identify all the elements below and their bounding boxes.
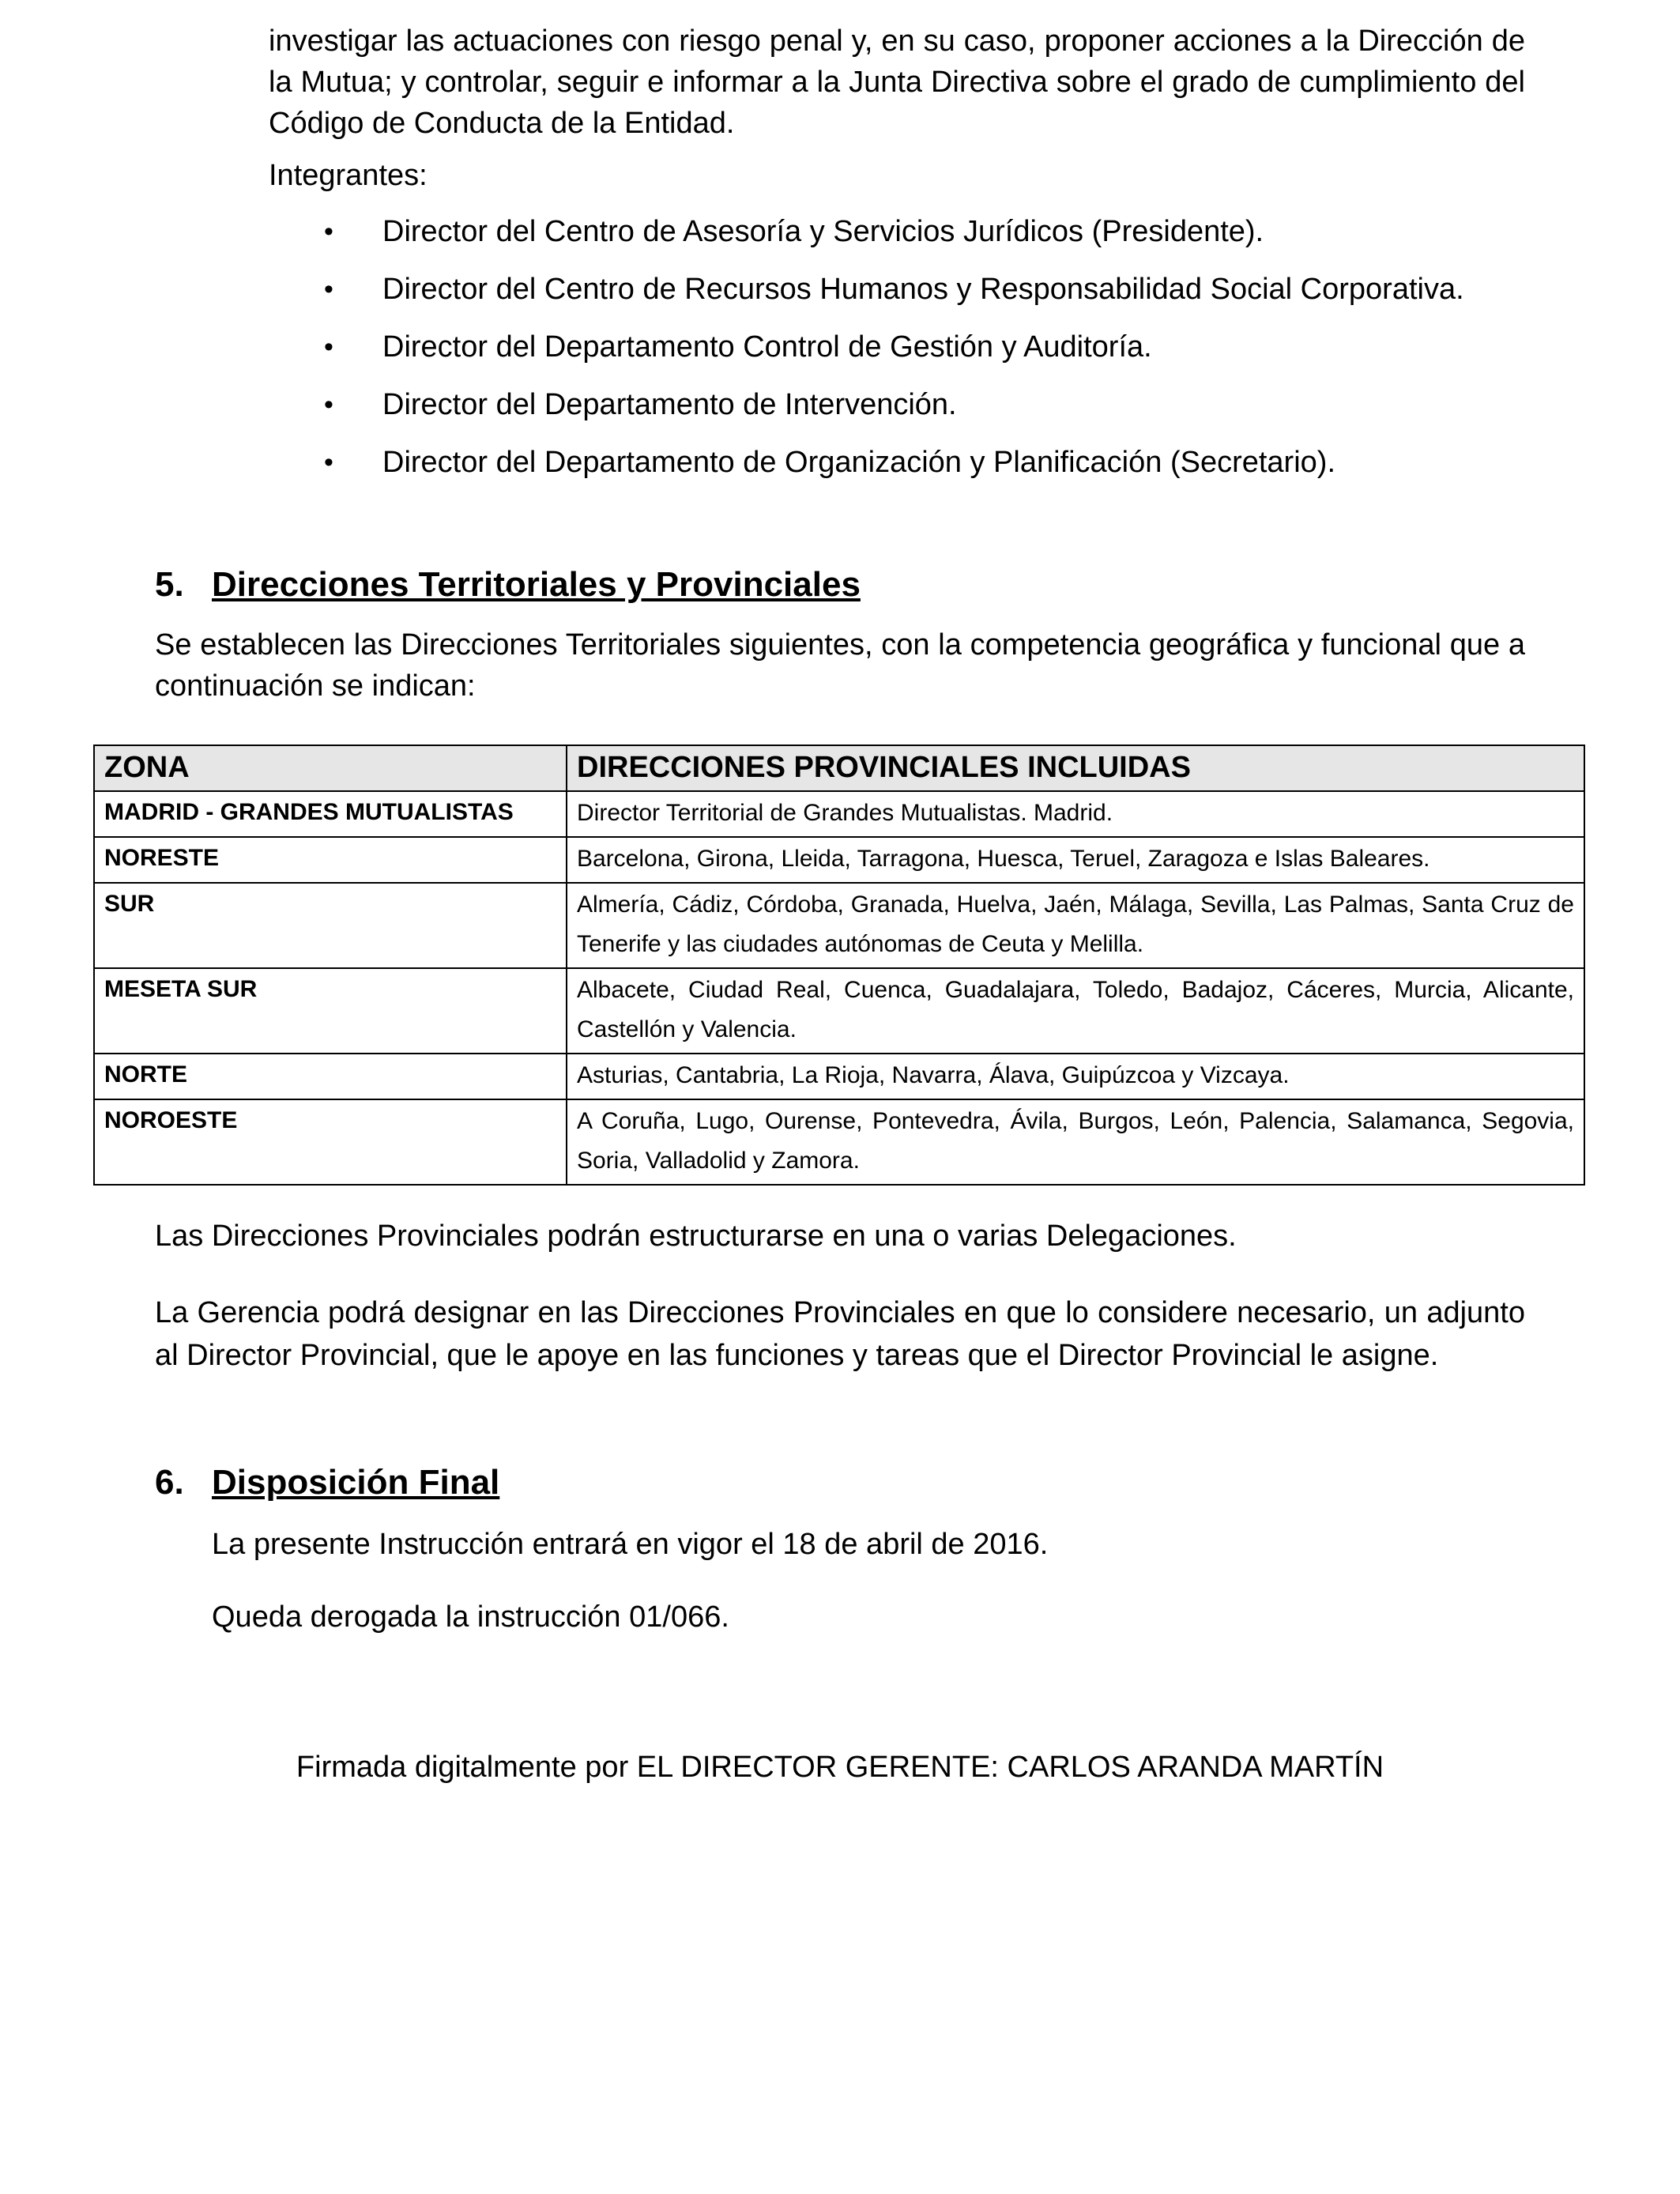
- provinces-cell: Director Territorial de Grandes Mutualistas. Madrid.: [567, 791, 1584, 837]
- section-6-heading: [155, 1461, 499, 1505]
- section-number: 6.: [155, 1463, 184, 1502]
- provinces-cell: Barcelona, Girona, Lleida, Tarragona, Huesca, Teruel, Zaragoza e Islas Baleares.: [567, 837, 1584, 883]
- section-5-heading: [155, 563, 861, 607]
- zones-table: [93, 745, 1585, 1186]
- zone-cell: MESETA SUR: [94, 968, 567, 1054]
- list-item: [269, 443, 1525, 482]
- table-row: [94, 791, 1584, 837]
- provinces-cell: A Coruña, Lugo, Ourense, Pontevedra, Ávila, Burgos, León, Palencia, Salamanca, Segovia, Soria, Valladolid y Zamora.: [567, 1099, 1584, 1185]
- list-item-text: Director del Departamento de Intervención.: [382, 388, 957, 421]
- list-item: [269, 212, 1525, 251]
- table-row: [94, 1054, 1584, 1099]
- zone-cell: NORESTE: [94, 837, 567, 883]
- bullet-icon: •: [324, 390, 333, 420]
- zone-cell: NORTE: [94, 1054, 567, 1099]
- list-item-text: Director del Centro de Recursos Humanos y Responsabilidad Social Corporativa.: [382, 273, 1464, 306]
- bullet-icon: •: [324, 447, 333, 477]
- column-header-direcciones: DIRECCIONES PROVINCIALES INCLUIDAS: [567, 745, 1584, 791]
- bullet-icon: •: [324, 332, 333, 362]
- table-row: [94, 968, 1584, 1054]
- list-item: [269, 327, 1525, 367]
- column-header-zona: ZONA: [94, 745, 567, 791]
- gerencia-paragraph: La Gerencia podrá designar en las Direcciones Provinciales en que lo considere necesario, un adjunto al Director Provincial, que le apoye en las funciones y tareas que el Director Provincial le asigne.: [155, 1296, 1525, 1372]
- zone-cell: SUR: [94, 883, 567, 968]
- digital-signature: Firmada digitalmente por EL DIRECTOR GERENTE: CARLOS ARANDA MARTÍN: [296, 1751, 1384, 1784]
- list-item-text: Director del Centro de Asesoría y Servicios Jurídicos (Presidente).: [382, 215, 1264, 248]
- vigor-paragraph: La presente Instrucción entrará en vigor el 18 de abril de 2016.: [212, 1528, 1049, 1561]
- table-row: [94, 837, 1584, 883]
- provinces-cell: Almería, Cádiz, Córdoba, Granada, Huelva, Jaén, Málaga, Sevilla, Las Palmas, Santa Cruz de Tenerife y las ciudades autónomas de Ceuta y Melilla.: [567, 883, 1584, 968]
- delegaciones-paragraph: Las Direcciones Provinciales podrán estructurarse en una o varias Delegaciones.: [155, 1220, 1237, 1253]
- section-title: Direcciones Territoriales y Provinciales: [212, 565, 861, 604]
- list-item-text: Director del Departamento de Organización y Planificación (Secretario).: [382, 446, 1335, 479]
- zone-cell: MADRID - GRANDES MUTUALISTAS: [94, 791, 567, 837]
- section-5-intro: Se establecen las Direcciones Territoriales siguientes, con la competencia geográfica y funcional que a continuación se indican:: [155, 628, 1525, 703]
- provinces-cell: Asturias, Cantabria, La Rioja, Navarra, Álava, Guipúzcoa y Vizcaya.: [567, 1054, 1584, 1099]
- zone-cell: NOROESTE: [94, 1099, 567, 1185]
- list-item: [269, 270, 1525, 309]
- table-row: [94, 1099, 1584, 1185]
- section-number: 5.: [155, 565, 184, 604]
- bullet-icon: •: [324, 274, 333, 304]
- table-header-row: [94, 745, 1584, 791]
- section-title: Disposición Final: [212, 1463, 500, 1502]
- table-row: [94, 883, 1584, 968]
- integrantes-list: [269, 212, 1525, 500]
- derogada-paragraph: Queda derogada la instrucción 01/066.: [212, 1600, 729, 1634]
- intro-paragraph: investigar las actuaciones con riesgo penal y, en su caso, proponer acciones a la Dirección de la Mutua; y controlar, seguir e informar a la Junta Directiva sobre el grado de cumplimiento del Código de Conducta de la Entidad.: [269, 25, 1525, 140]
- list-item: [269, 385, 1525, 424]
- bullet-icon: •: [324, 217, 333, 247]
- provinces-cell: Albacete, Ciudad Real, Cuenca, Guadalajara, Toledo, Badajoz, Cáceres, Murcia, Alicante, Castellón y Valencia.: [567, 968, 1584, 1054]
- integrantes-label: Integrantes:: [269, 159, 428, 192]
- list-item-text: Director del Departamento Control de Gestión y Auditoría.: [382, 330, 1152, 364]
